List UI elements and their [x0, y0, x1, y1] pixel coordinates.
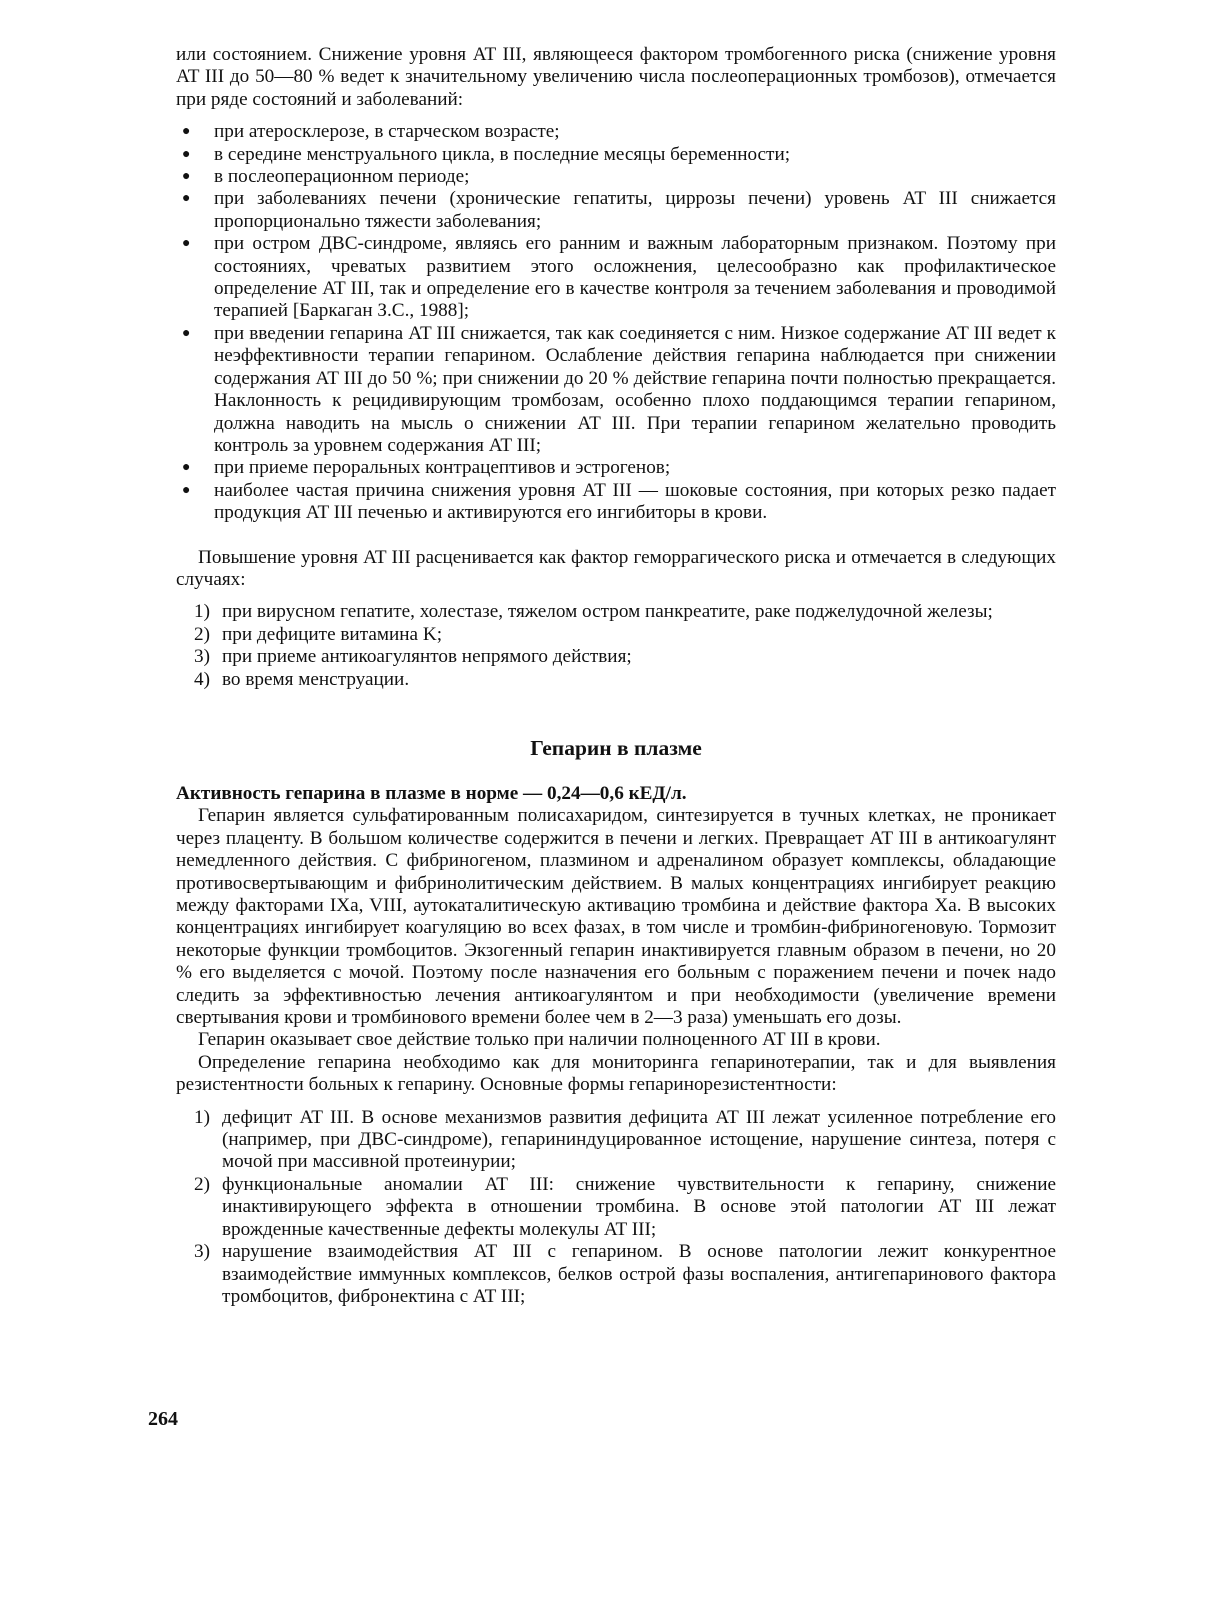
list-text: дефицит AT III. В основе механизмов развития дефицита AT III лежат усиленное потребление его (например, при ДВС-синдроме), гепарининдуцированное истощение, нарушение синтеза, потеря с мочой при массивной протеинурии; — [222, 1106, 1056, 1173]
increase-conditions-list — [176, 601, 1056, 691]
resistance-forms-list — [176, 1107, 1056, 1309]
list-text: нарушение взаимодействия AT III с гепарином. В основе патологии лежит конкурентное взаимодействие иммунных комплексов, белков острой фазы воспаления, антигепаринового фактора тромбоцитов, фибронектина с AT III; — [222, 1241, 1056, 1307]
list-text: при приеме антикоагулянтов непрямого действия; — [222, 646, 632, 668]
page-content — [176, 44, 1056, 1308]
list-item — [176, 1174, 1056, 1241]
list-text: во время менструации. — [222, 668, 410, 690]
list-item — [176, 1107, 1056, 1174]
list-number: 1) — [194, 601, 210, 623]
list-item — [176, 669, 1056, 691]
list-item — [176, 646, 1056, 668]
list-item — [176, 1241, 1056, 1308]
list-text: при вирусном гепатите, холестазе, тяжелом остром панкреатите, раке поджелудочной железы; — [222, 601, 993, 623]
list-item: ● наиболее частая причина снижения уровня AT III — шоковые состояния, при которых резко падает продукция AT III печенью и активируются его ингибиторы в крови. — [178, 480, 1056, 525]
heparin-paragraph: Определение гепарина необходимо как для мониторинга гепаринотерапии, так и для выявления резистентности больных к гепарину. Основные формы гепаринорезистентности: — [176, 1051, 1056, 1096]
section-title: Гепарин в плазме — [530, 735, 702, 760]
intro-paragraph: или состоянием. Снижение уровня AT III, являющееся фактором тромбогенного риска (снижение уровня AT III до 50—80 % ведет к значительному увеличению числа послеоперационных тромбозов), отмечается при ряде состояний и заболеваний: — [176, 44, 1056, 110]
list-item: ● при заболеваниях печени (хронические гепатиты, циррозы печени) уровень AT III снижается пропорционально тяжести заболевания; — [178, 188, 1056, 233]
list-item: ● в середине менструального цикла, в последние месяцы беременности; — [178, 144, 1056, 166]
list-number: 1) — [194, 1106, 210, 1128]
page-number: 264 — [148, 1408, 178, 1430]
list-number: 2) — [194, 1173, 210, 1195]
list-number: 3) — [194, 646, 210, 668]
list-item: ● в послеоперационном периоде; — [178, 166, 1056, 188]
list-item: ● при атеросклерозе, в старческом возрасте; — [178, 121, 1056, 143]
heparin-paragraph: Гепарин оказывает свое действие только при наличии полноценного AT III в крови. — [198, 1029, 881, 1051]
list-number: 4) — [194, 668, 210, 690]
decrease-conditions-list — [176, 121, 1056, 524]
norm-line: Активность гепарина в плазме в норме — 0,24—0,6 кЕД/л. — [176, 782, 687, 804]
list-item: ● при приеме пероральных контрацептивов и эстрогенов; — [178, 457, 1056, 479]
list-item — [176, 601, 1056, 623]
heparin-paragraph: Гепарин является сульфатированным полисахаридом, синтезируется в тучных клетках, не проникает через плаценту. В большом количестве содержится в печени и легких. Превращает AT III в антикоагулянт немедленного действия. С фибриногеном, плазмином и адреналином образует комплексы, обладающие противосвертывающим и фибринолитическим действием. В малых концентрациях ингибирует реакцию между факторами IXa, VIII, аутокаталитическую активацию тромбина и действие фактора Xa. В высоких концентрациях ингибирует коагуляцию во всех фазах, в том числе и тромбин-фибриногеновую. Тормозит некоторые функции тромбоцитов. Экзогенный гепарин инактивируется главным образом в печени, но 20 % его выделяется с мочой. Поэтому после назначения его больным с поражением печени и почек надо следить за эффективностью лечения антикоагулянтом и при необходимости (увеличение времени свертывания крови и тромбинового времени более чем в 2—3 раза) уменьшать его дозы. — [176, 805, 1056, 1029]
list-item: ● при остром ДВС-синдроме, являясь его ранним и важным лабораторным признаком. Поэтому при состояниях, чреватых развитием этого осложнения, целесообразно как профилактическое определение AT III, так и определение его в качестве контроля за течением заболевания и проводимой терапией [Баркаган З.С., 1988]; — [178, 233, 1056, 323]
list-item — [176, 624, 1056, 646]
increase-intro-paragraph: Повышение уровня AT III расценивается как фактор геморрагического риска и отмечается в следующих случаях: — [176, 546, 1056, 590]
list-number: 3) — [194, 1241, 210, 1263]
list-item: ● при введении гепарина AT III снижается, так как соединяется с ним. Низкое содержание AT III ведет к неэффективности терапии гепарином. Ослабление действия гепарина наблюдается при снижении содержания AT III до 50 %; при снижении до 20 % действие гепарина почти полностью прекращается. Наклонность к рецидивирующим тромбозам, особенно плохо поддающимся терапии гепарином, должна наводить на мысль о снижении AT III. При терапии гепарином желательно проводить контроль за уровнем содержания AT III; — [178, 323, 1056, 457]
list-text: при дефиците витамина K; — [222, 623, 443, 645]
list-number: 2) — [194, 623, 210, 645]
list-text: функциональные аномалии AT III: снижение чувствительности к гепарину, снижение инактивирующего эффекта в отношении тромбина. В основе этой патологии AT III лежат врожденные качественные дефекты молекулы AT III; — [222, 1173, 1056, 1240]
